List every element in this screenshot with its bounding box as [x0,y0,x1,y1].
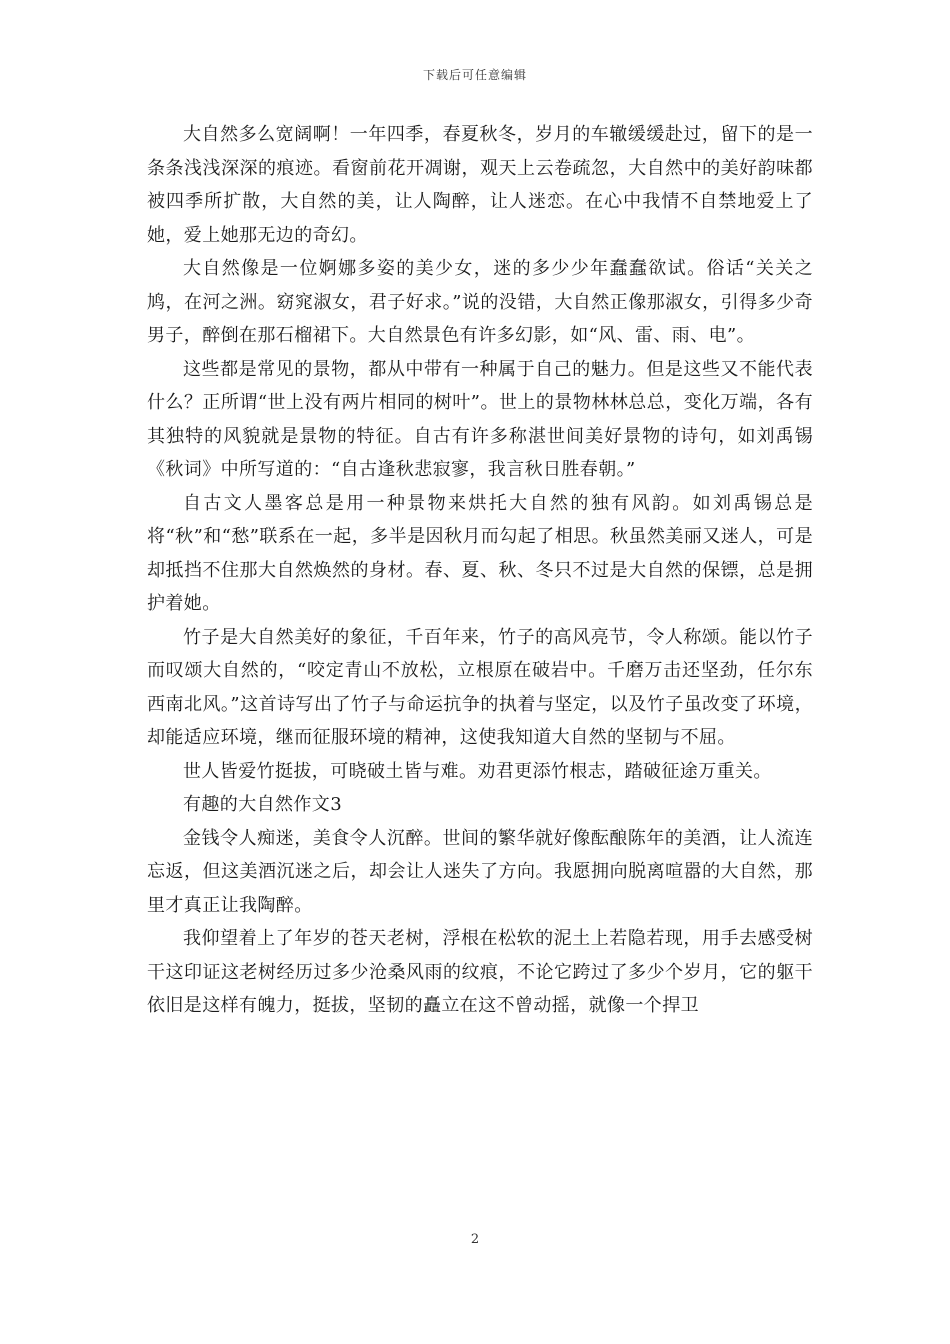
paragraph: 我仰望着上了年岁的苍天老树，浮根在松软的泥土上若隐若现，用手去感受树干这印证这老树经历过多少沧桑风雨的纹痕，不论它跨过了多少个岁月，它的躯干依旧是这样有魄力，挺拔，坚韧的矗立在这不曾动摇，就像一个捍卫 [147,928,813,1016]
paragraph: 大自然像是一位婀娜多姿的美少女，迷的多少少年蠢蠢欲试。俗话“关关之鸠，在河之洲。窈窕淑女，君子好求。”说的没错，大自然正像那淑女，引得多少奇男子，醉倒在那石榴裙下。大自然景色有许多幻影，如“风、雷、雨、电”。 [147,258,813,346]
page-number: 2 [470,1232,480,1247]
paragraph: 自古文人墨客总是用一种景物来烘托大自然的独有风韵。如刘禹锡总是将“秋”和“愁”联系在一起，多半是因秋月而勾起了相思。秋虽然美丽又迷人，可是却抵挡不住那大自然焕然的身材。春、夏、秋、冬只不过是大自然的保镖，总是拥护着她。 [147,492,813,614]
paragraph: 竹子是大自然美好的象征，千百年来，竹子的高风亮节，令人称颂。能以竹子而叹颂大自然的，“咬定青山不放松，立根原在破岩中。千磨万击还坚劲，任尔东西南北风。”这首诗写出了竹子与命运抗争的执着与坚定，以及竹子虽改变了环境，却能适应环境，继而征服环境的精神，这使我知道大自然的坚韧与不屈。 [147,626,813,748]
paragraph: 这些都是常见的景物，都从中带有一种属于自己的魅力。但是这些又不能代表什么？正所谓“世上没有两片相同的树叶”。世上的景物林林总总，变化万端，各有其独特的风貌就是景物的特征。自古有许多称湛世间美好景物的诗句，如刘禹锡《秋词》中所写道的：“自古逢秋悲寂寥，我言秋日胜春朝。” [147,358,813,480]
section-heading: 有趣的大自然作文3 [183,794,343,815]
page-header: 下载后可任意编辑 [422,68,527,82]
paragraph: 世人皆爱竹挺拔，可晓破土皆与难。劝君更添竹根志，踏破征途万重关。 [183,760,772,782]
paragraph: 大自然多么宽阔啊！一年四季，春夏秋冬，岁月的车辙缓缓赴过，留下的是一条条浅浅深深的痕迹。看窗前花开凋谢，观天上云卷疏忽，大自然中的美好韵味都被四季所扩散，大自然的美，让人陶醉，让人迷恋。在心中我情不自禁地爱上了她，爱上她那无边的奇幻。 [147,124,813,246]
paragraph: 金钱令人痴迷，美食令人沉醉。世间的繁华就好像酝酿陈年的美酒，让人流连忘返，但这美酒沉迷之后，却会让人迷失了方向。我愿拥向脱离喧嚣的大自然，那里才真正让我陶醉。 [147,827,813,916]
document-body [147,118,813,1023]
